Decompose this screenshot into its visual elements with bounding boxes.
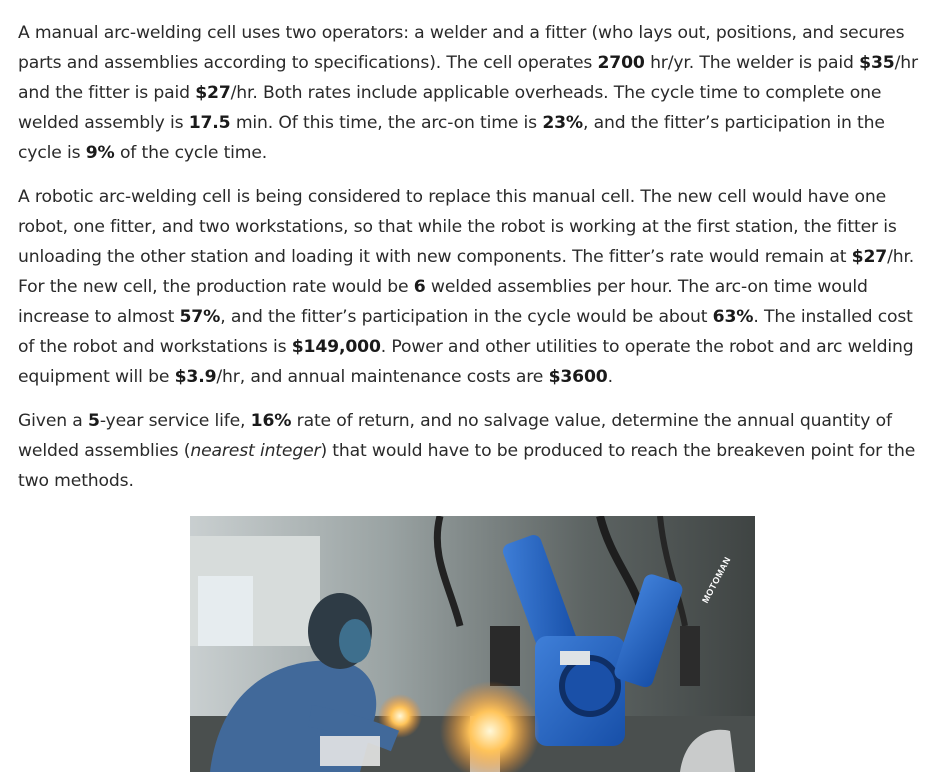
emphasized-value: $3600 <box>548 367 608 387</box>
emphasized-value: $35 <box>859 53 895 73</box>
text-run: . Power and other utilities to operate the robot and arc welding equipment will be <box>18 337 914 387</box>
problem-text <box>18 18 930 496</box>
problem-paragraph-2 <box>18 182 930 392</box>
text-run: , and the fitter’s participation in the cycle is <box>18 113 885 163</box>
text-run: ) that would have to be produced to reach the breakeven point for the two methods. <box>18 441 916 491</box>
emphasized-value: 5 <box>88 411 100 431</box>
emphasized-value: 9% <box>85 143 115 163</box>
emphasized-value: 23% <box>542 113 584 133</box>
problem-paragraph-3 <box>18 406 930 496</box>
emphasized-value: $27 <box>851 247 888 267</box>
text-run: welded assemblies per hour. The arc-on time would increase to almost <box>18 277 868 327</box>
problem-paragraph-1 <box>18 18 930 168</box>
text-run: /hr, and annual maintenance costs are <box>216 367 549 387</box>
text-run: /hr. Both rates include applicable overheads. The cycle time to complete one welded assembly is <box>18 83 882 133</box>
emphasized-value: $27 <box>195 83 231 103</box>
emphasized-value: 17.5 <box>188 113 231 133</box>
welding-scene-illustration <box>190 516 755 772</box>
text-run: , and the fitter’s participation in the cycle would be about <box>220 307 713 327</box>
emphasized-value: 2700 <box>597 53 645 73</box>
emphasized-value: 63% <box>712 307 754 327</box>
italic-text: nearest integer <box>190 441 321 461</box>
emphasized-value: $149,000 <box>291 337 381 357</box>
text-run: min. Of this time, the arc-on time is <box>230 113 543 133</box>
text-run: A robotic arc-welding cell is being considered to replace this manual cell. The new cell would have one robot, one fitter, and two workstations, so that while the robot is working at the first station, the fitter is unloading the other station and loading it with new components. The fitter’s rate would remain at <box>18 187 897 267</box>
robot-base <box>535 636 625 746</box>
emphasized-value: 57% <box>179 307 221 327</box>
welding-photo <box>190 516 755 772</box>
text-run: . <box>607 367 613 387</box>
text-run: of the cycle time. <box>114 143 268 163</box>
text-run: /hr and the fitter is paid <box>18 53 918 103</box>
emphasized-value: 16% <box>250 411 292 431</box>
text-run: /hr. For the new cell, the production rate would be <box>18 247 915 297</box>
emphasized-value: 6 <box>413 277 426 297</box>
text-run: A manual arc-welding cell uses two operators: a welder and a fitter (who lays out, positions, and secures parts and assemblies according to specifications). The cell operates <box>18 23 905 73</box>
text-run: hr/yr. The welder is paid <box>644 53 860 73</box>
text-run: rate of return, and no salvage value, determine the annual quantity of welded assemblies ( <box>18 411 892 461</box>
text-run: Given a <box>18 411 88 431</box>
text-run: . The installed cost of the robot and workstations is <box>18 307 913 357</box>
emphasized-value: $3.9 <box>174 367 217 387</box>
robot-brand-label: MOTOMAN <box>700 555 733 605</box>
text-run: -year service life, <box>99 411 251 431</box>
